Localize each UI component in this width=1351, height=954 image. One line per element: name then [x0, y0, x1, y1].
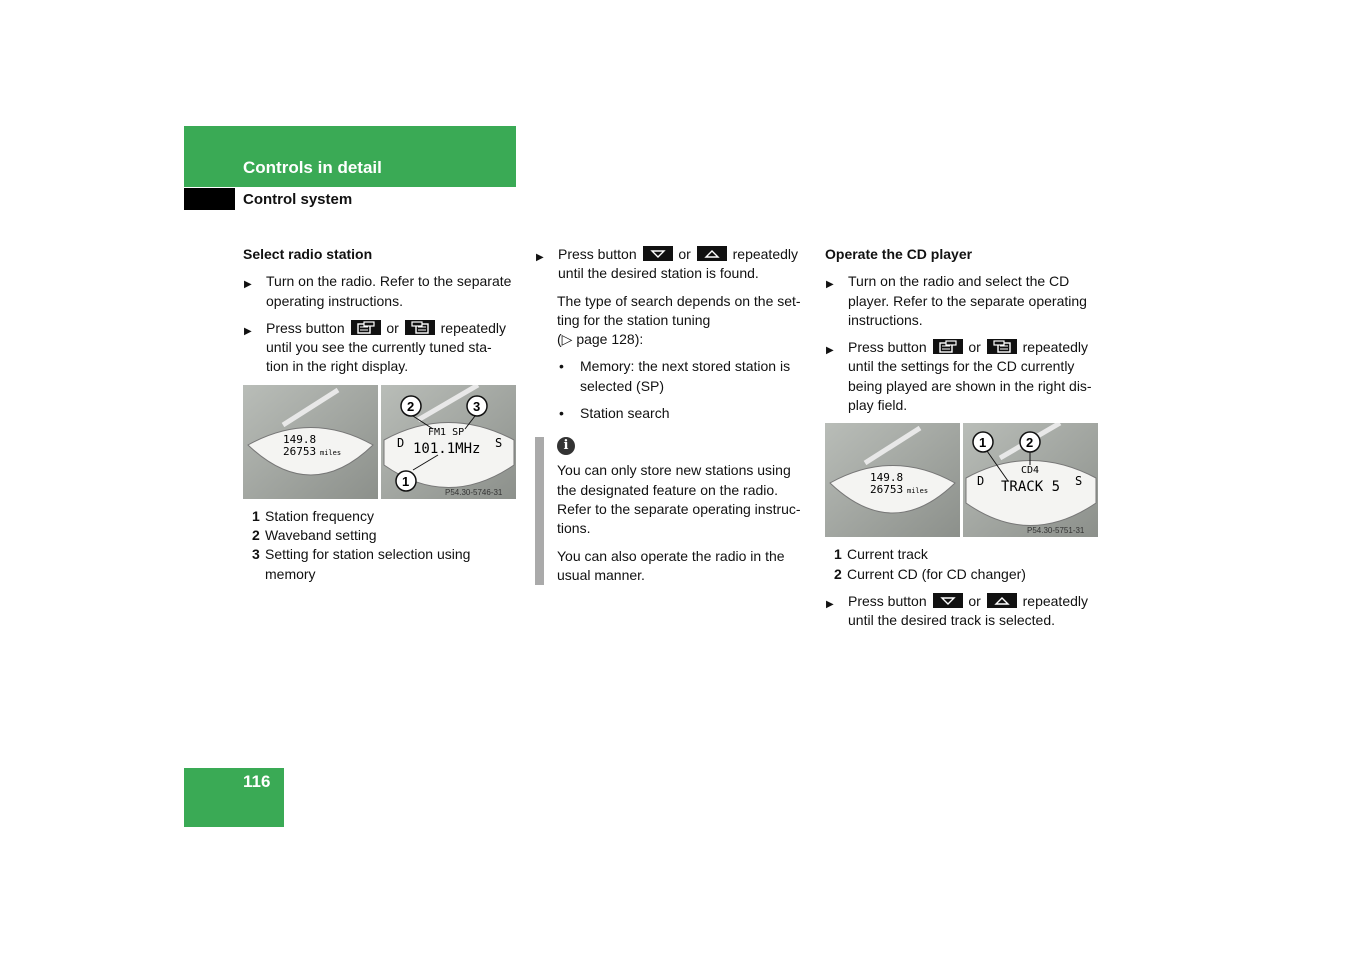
up-button-icon	[987, 593, 1017, 608]
column-select-radio	[243, 245, 518, 592]
legend-item: 1 Station frequency	[252, 507, 374, 524]
column-station-search	[535, 245, 810, 593]
fig2-code: P54.30-5751-31	[1027, 526, 1085, 536]
down-button-icon	[643, 246, 673, 261]
fig2-left-unit: miles	[907, 487, 929, 496]
fig2-cd: CD4	[1021, 465, 1040, 477]
up-button-icon	[697, 246, 727, 261]
column-cd-player	[825, 245, 1100, 639]
page-number: 116	[243, 772, 271, 791]
list-item: • Memory: the next stored station is selected (SP)	[559, 358, 791, 394]
fig1-s: S	[495, 435, 503, 450]
fig1-left-unit: miles	[320, 448, 342, 457]
fig1-d: D	[397, 435, 405, 450]
fig1-band: FM1 SP	[428, 426, 465, 438]
display-left-button-icon	[351, 320, 381, 335]
section-title: Controls in detail	[243, 158, 382, 177]
legend-cd	[825, 545, 1100, 584]
page-reference-link[interactable]: (▷ page 128):	[557, 331, 644, 348]
fig1-callout-3: 3	[473, 398, 481, 414]
display-left-button-icon	[933, 339, 963, 354]
fig2-left-line1: 149.8	[870, 471, 904, 485]
display-right-button-icon	[987, 339, 1017, 354]
heading-select-radio: Select radio station	[243, 246, 373, 262]
step-press-display-button: ▶ Press button or repeatedly until the settings for the CD currently being played are shown in the right dis- play field.	[826, 339, 1092, 414]
fig1-frequency: 101.1MHz	[413, 440, 481, 457]
fig2-d: D	[977, 474, 985, 489]
fig1-code: P54.30-5746-31	[445, 487, 503, 497]
info-bar	[535, 437, 544, 585]
bullet-arrow-icon: ▶	[536, 252, 544, 263]
display-right-button-icon	[405, 320, 435, 335]
bullet-arrow-icon: ▶	[244, 279, 252, 291]
list-item: • Station search	[559, 405, 670, 422]
info-icon: i	[557, 437, 575, 455]
legend-item: 2 Waveband setting	[252, 527, 377, 544]
bullet-arrow-icon: ▶	[244, 325, 252, 337]
step-turn-on-radio: ▶ Turn on the radio. Refer to the separate operating instructions.	[244, 273, 512, 309]
legend-radio	[243, 507, 518, 584]
info-text-1: You can only store new stations using the designated feature on the radio. Refer to the separate operating instruc- tions.	[557, 462, 801, 537]
subsection-title: Control system	[243, 191, 353, 208]
fig2-callout-1: 1	[979, 435, 987, 451]
fig1-left-line2: 26753	[283, 444, 317, 458]
cd-display-figure	[825, 423, 1098, 537]
fig2-callout-2: 2	[1026, 435, 1034, 451]
heading-cd-player: Operate the CD player	[825, 246, 973, 262]
fig2-s: S	[1075, 474, 1083, 489]
bullet-arrow-icon: ▶	[826, 598, 834, 610]
legend-item: 1 Current track	[834, 546, 928, 563]
step-select-cd: ▶ Turn on the radio and select the CD player. Refer to the separate operating instructions.	[826, 273, 1087, 328]
subsection-marker	[184, 188, 235, 210]
fig1-left-line1: 149.8	[283, 432, 317, 446]
fig1-callout-2: 2	[407, 398, 415, 414]
step-press-display-button: ▶ Press button or repeatedly until you see the currently tuned sta- tion in the right display.	[244, 319, 507, 375]
search-type-paragraph: The type of search depends on the set- ting for the station tuning (▷ page 128):	[557, 292, 801, 348]
step-press-search-button: ▶ Press button or repeatedly until the desired station is found.	[536, 246, 799, 282]
info-note	[535, 437, 810, 585]
legend-item: 2 Current CD (for CD changer)	[834, 565, 1026, 582]
radio-display-figure	[243, 385, 516, 499]
info-text-2: You can also operate the radio in the usual manner.	[557, 547, 785, 583]
legend-item: 3 Setting for station selection using memory	[252, 546, 471, 582]
fig1-callout-1: 1	[402, 473, 410, 489]
down-button-icon	[933, 593, 963, 608]
fig2-left-line2: 26753	[870, 483, 904, 497]
fig2-track: TRACK 5	[1001, 479, 1061, 496]
bullet-arrow-icon: ▶	[826, 345, 834, 357]
bullet-arrow-icon: ▶	[826, 279, 834, 291]
step-press-track-button: ▶ Press button or repeatedly until the desired track is selected.	[826, 592, 1089, 629]
